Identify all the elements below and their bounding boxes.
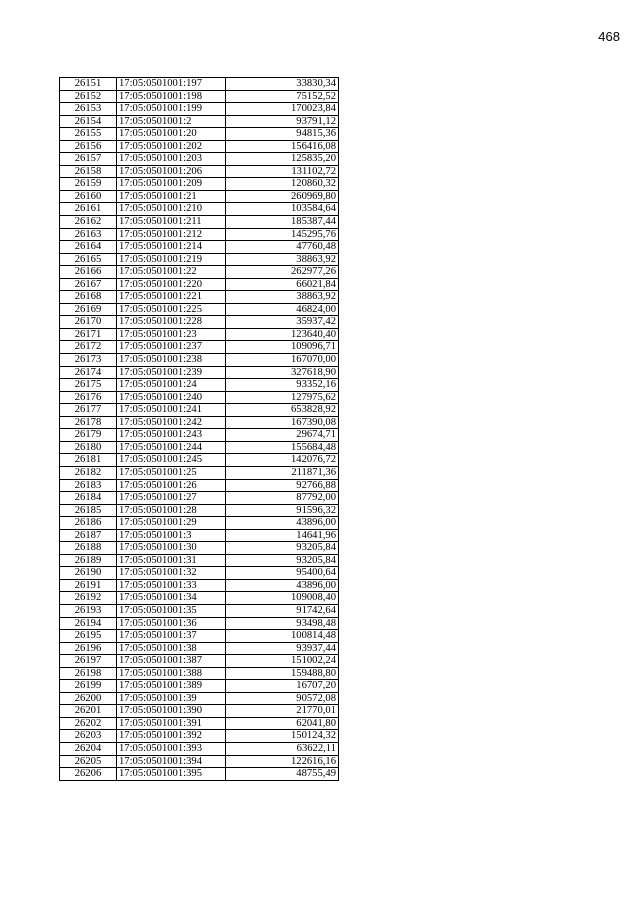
row-number-cell: 26205 [60,755,117,768]
table-row [60,278,339,291]
row-number-cell: 26201 [60,705,117,718]
value-cell: 653828,92 [226,404,339,417]
cadastral-number-cell: 17:05:0501001:30 [117,542,226,555]
value-cell: 155684,48 [226,441,339,454]
value-cell: 47760,48 [226,241,339,254]
cadastral-number-cell: 17:05:0501001:391 [117,717,226,730]
cadastral-number-cell: 17:05:0501001:26 [117,479,226,492]
row-number-cell: 26169 [60,303,117,316]
value-cell: 93498,48 [226,617,339,630]
row-number-cell: 26206 [60,768,117,781]
value-cell: 93205,84 [226,542,339,555]
value-cell: 48755,49 [226,768,339,781]
cadastral-number-cell: 17:05:0501001:20 [117,128,226,141]
cadastral-number-cell: 17:05:0501001:35 [117,604,226,617]
row-number-cell: 26163 [60,228,117,241]
cadastral-number-cell: 17:05:0501001:242 [117,416,226,429]
cadastral-number-cell: 17:05:0501001:243 [117,429,226,442]
value-cell: 260969,80 [226,190,339,203]
table-row [60,404,339,417]
value-cell: 145295,76 [226,228,339,241]
value-cell: 16707,20 [226,680,339,693]
table-row [60,592,339,605]
value-cell: 93791,12 [226,115,339,128]
cadastral-number-cell: 17:05:0501001:37 [117,630,226,643]
cadastral-number-cell: 17:05:0501001:24 [117,379,226,392]
value-cell: 43896,00 [226,579,339,592]
value-cell: 91742,64 [226,604,339,617]
cadastral-number-cell: 17:05:0501001:389 [117,680,226,693]
row-number-cell: 26204 [60,742,117,755]
value-cell: 122616,16 [226,755,339,768]
cadastral-number-cell: 17:05:0501001:228 [117,316,226,329]
value-cell: 150124,32 [226,730,339,743]
table-row [60,579,339,592]
row-number-cell: 26156 [60,140,117,153]
row-number-cell: 26186 [60,517,117,530]
page-number: 468 [598,29,620,44]
row-number-cell: 26181 [60,454,117,467]
row-number-cell: 26170 [60,316,117,329]
value-cell: 91596,32 [226,504,339,517]
table-row [60,454,339,467]
table-row [60,730,339,743]
value-cell: 93937,44 [226,642,339,655]
cadastral-number-cell: 17:05:0501001:238 [117,354,226,367]
value-cell: 120860,32 [226,178,339,191]
row-number-cell: 26200 [60,692,117,705]
cadastral-number-cell: 17:05:0501001:199 [117,103,226,116]
table-body [60,78,339,781]
value-cell: 156416,08 [226,140,339,153]
value-cell: 43896,00 [226,517,339,530]
row-number-cell: 26174 [60,366,117,379]
table-row [60,604,339,617]
value-cell: 90572,08 [226,692,339,705]
cadastral-number-cell: 17:05:0501001:388 [117,667,226,680]
cadastral-number-cell: 17:05:0501001:241 [117,404,226,417]
row-number-cell: 26202 [60,717,117,730]
table-row [60,115,339,128]
row-number-cell: 26167 [60,278,117,291]
value-cell: 33830,34 [226,78,339,91]
value-cell: 211871,36 [226,466,339,479]
table-row [60,717,339,730]
table-row [60,291,339,304]
cadastral-number-cell: 17:05:0501001:390 [117,705,226,718]
table-row [60,667,339,680]
value-cell: 327618,90 [226,366,339,379]
row-number-cell: 26187 [60,529,117,542]
cadastral-number-cell: 17:05:0501001:245 [117,454,226,467]
row-number-cell: 26191 [60,579,117,592]
cadastral-number-cell: 17:05:0501001:28 [117,504,226,517]
table-row [60,203,339,216]
row-number-cell: 26192 [60,592,117,605]
table-row [60,504,339,517]
table-row [60,341,339,354]
row-number-cell: 26154 [60,115,117,128]
value-cell: 142076,72 [226,454,339,467]
row-number-cell: 26179 [60,429,117,442]
table-row [60,103,339,116]
table-row [60,153,339,166]
table-row [60,328,339,341]
cadastral-number-cell: 17:05:0501001:214 [117,241,226,254]
cadastral-number-cell: 17:05:0501001:393 [117,742,226,755]
table-row [60,266,339,279]
value-cell: 109096,71 [226,341,339,354]
row-number-cell: 26199 [60,680,117,693]
row-number-cell: 26180 [60,441,117,454]
table-row [60,517,339,530]
table-row [60,253,339,266]
cadastral-number-cell: 17:05:0501001:392 [117,730,226,743]
value-cell: 151002,24 [226,655,339,668]
value-cell: 38863,92 [226,291,339,304]
table-row [60,479,339,492]
value-cell: 92766,88 [226,479,339,492]
row-number-cell: 26175 [60,379,117,392]
value-cell: 14641,96 [226,529,339,542]
cadastral-number-cell: 17:05:0501001:211 [117,216,226,229]
value-cell: 87792,00 [226,492,339,505]
cadastral-number-cell: 17:05:0501001:209 [117,178,226,191]
row-number-cell: 26157 [60,153,117,166]
value-cell: 100814,48 [226,630,339,643]
table-row [60,466,339,479]
value-cell: 63622,11 [226,742,339,755]
row-number-cell: 26190 [60,567,117,580]
table-row [60,617,339,630]
cadastral-number-cell: 17:05:0501001:220 [117,278,226,291]
value-cell: 95400,64 [226,567,339,580]
value-cell: 167390,08 [226,416,339,429]
table-row [60,692,339,705]
row-number-cell: 26160 [60,190,117,203]
row-number-cell: 26182 [60,466,117,479]
table-row [60,178,339,191]
row-number-cell: 26196 [60,642,117,655]
table-row [60,416,339,429]
table-row [60,567,339,580]
row-number-cell: 26188 [60,542,117,555]
cadastral-number-cell: 17:05:0501001:27 [117,492,226,505]
row-number-cell: 26197 [60,655,117,668]
row-number-cell: 26161 [60,203,117,216]
cadastral-number-cell: 17:05:0501001:2 [117,115,226,128]
row-number-cell: 26176 [60,391,117,404]
row-number-cell: 26184 [60,492,117,505]
table-row [60,165,339,178]
cadastral-number-cell: 17:05:0501001:3 [117,529,226,542]
table-row [60,391,339,404]
cadastral-number-cell: 17:05:0501001:203 [117,153,226,166]
table-row [60,216,339,229]
cadastral-number-cell: 17:05:0501001:206 [117,165,226,178]
row-number-cell: 26151 [60,78,117,91]
table-row [60,303,339,316]
row-number-cell: 26203 [60,730,117,743]
cadastral-number-cell: 17:05:0501001:239 [117,366,226,379]
row-number-cell: 26195 [60,630,117,643]
row-number-cell: 26166 [60,266,117,279]
cadastral-number-cell: 17:05:0501001:25 [117,466,226,479]
table-row [60,680,339,693]
row-number-cell: 26173 [60,354,117,367]
table-row [60,78,339,91]
table-row [60,492,339,505]
value-cell: 93352,16 [226,379,339,392]
row-number-cell: 26158 [60,165,117,178]
row-number-cell: 26185 [60,504,117,517]
cadastral-number-cell: 17:05:0501001:36 [117,617,226,630]
value-cell: 21770,01 [226,705,339,718]
cadastral-number-cell: 17:05:0501001:38 [117,642,226,655]
row-number-cell: 26165 [60,253,117,266]
table-row [60,742,339,755]
row-number-cell: 26171 [60,328,117,341]
table-row [60,529,339,542]
row-number-cell: 26152 [60,90,117,103]
value-cell: 159488,80 [226,667,339,680]
value-cell: 29674,71 [226,429,339,442]
row-number-cell: 26194 [60,617,117,630]
cadastral-number-cell: 17:05:0501001:240 [117,391,226,404]
row-number-cell: 26168 [60,291,117,304]
row-number-cell: 26183 [60,479,117,492]
cadastral-number-cell: 17:05:0501001:33 [117,579,226,592]
value-cell: 103584,64 [226,203,339,216]
cadastral-number-cell: 17:05:0501001:29 [117,517,226,530]
table-row [60,630,339,643]
value-cell: 262977,26 [226,266,339,279]
value-cell: 93205,84 [226,554,339,567]
row-number-cell: 26164 [60,241,117,254]
row-number-cell: 26189 [60,554,117,567]
cadastral-number-cell: 17:05:0501001:212 [117,228,226,241]
value-cell: 109008,40 [226,592,339,605]
value-cell: 46824,00 [226,303,339,316]
value-cell: 62041,80 [226,717,339,730]
cadastral-number-cell: 17:05:0501001:387 [117,655,226,668]
cadastral-number-cell: 17:05:0501001:394 [117,755,226,768]
table-row [60,354,339,367]
row-number-cell: 26172 [60,341,117,354]
table-row [60,366,339,379]
table-row [60,642,339,655]
value-cell: 170023,84 [226,103,339,116]
row-number-cell: 26153 [60,103,117,116]
cadastral-number-cell: 17:05:0501001:197 [117,78,226,91]
row-number-cell: 26193 [60,604,117,617]
value-cell: 75152,52 [226,90,339,103]
cadastral-number-cell: 17:05:0501001:202 [117,140,226,153]
table-row [60,128,339,141]
row-number-cell: 26178 [60,416,117,429]
cadastral-number-cell: 17:05:0501001:237 [117,341,226,354]
cadastral-number-cell: 17:05:0501001:219 [117,253,226,266]
cadastral-number-cell: 17:05:0501001:210 [117,203,226,216]
table-row [60,542,339,555]
table-row [60,90,339,103]
cadastral-number-cell: 17:05:0501001:21 [117,190,226,203]
table-row [60,379,339,392]
value-cell: 66021,84 [226,278,339,291]
table-row [60,429,339,442]
row-number-cell: 26198 [60,667,117,680]
cadastral-number-cell: 17:05:0501001:34 [117,592,226,605]
cadastral-value-table [59,77,339,781]
cadastral-number-cell: 17:05:0501001:39 [117,692,226,705]
row-number-cell: 26162 [60,216,117,229]
cadastral-number-cell: 17:05:0501001:23 [117,328,226,341]
value-cell: 131102,72 [226,165,339,178]
value-cell: 35937,42 [226,316,339,329]
table-row [60,655,339,668]
value-cell: 185387,44 [226,216,339,229]
table-row [60,755,339,768]
table-row [60,768,339,781]
cadastral-number-cell: 17:05:0501001:395 [117,768,226,781]
cadastral-number-cell: 17:05:0501001:31 [117,554,226,567]
value-cell: 127975,62 [226,391,339,404]
row-number-cell: 26177 [60,404,117,417]
table-row [60,228,339,241]
cadastral-number-cell: 17:05:0501001:198 [117,90,226,103]
table-row [60,554,339,567]
cadastral-number-cell: 17:05:0501001:22 [117,266,226,279]
value-cell: 125835,20 [226,153,339,166]
value-cell: 94815,36 [226,128,339,141]
table-row [60,705,339,718]
table-row [60,316,339,329]
cadastral-number-cell: 17:05:0501001:244 [117,441,226,454]
table-row [60,140,339,153]
cadastral-number-cell: 17:05:0501001:221 [117,291,226,304]
cadastral-number-cell: 17:05:0501001:32 [117,567,226,580]
table-row [60,190,339,203]
table-row [60,241,339,254]
value-cell: 123640,40 [226,328,339,341]
value-cell: 38863,92 [226,253,339,266]
value-cell: 167070,00 [226,354,339,367]
row-number-cell: 26155 [60,128,117,141]
row-number-cell: 26159 [60,178,117,191]
cadastral-number-cell: 17:05:0501001:225 [117,303,226,316]
table-row [60,441,339,454]
